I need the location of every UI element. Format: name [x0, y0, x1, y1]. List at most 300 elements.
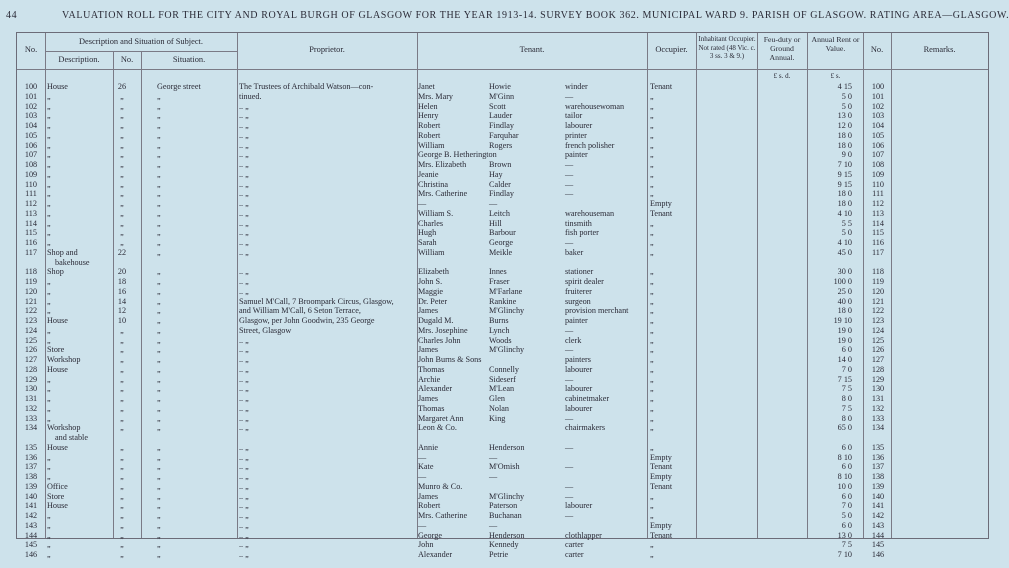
cell-ts: George — [489, 238, 513, 247]
cell-desc: „ — [47, 540, 51, 550]
cell-tt: painter — [565, 150, 588, 160]
cell-rent: 45 0 — [837, 247, 852, 257]
cell-tt: tinsmith — [565, 218, 592, 228]
cell-occ: „ — [650, 160, 654, 169]
cell-tf: Maggie — [418, 286, 444, 296]
cell-rent: 18 0 — [837, 140, 852, 150]
cell-rent: 9 0 — [841, 150, 852, 160]
col-inhabitant: Inhabitant Occupier. Not rated (48 Vic. c. 3 ss. 3 & 9.) — [698, 35, 756, 60]
cell-desc: „ — [47, 413, 51, 423]
cell-prop: .. „ — [239, 335, 249, 345]
cell-num: „ — [120, 121, 124, 130]
cell-ts: M'Omish — [489, 462, 520, 472]
cell-tf: Archie — [418, 374, 441, 384]
cell-rent: 9 15 — [837, 179, 852, 189]
cell-occ: „ — [650, 316, 654, 325]
cell-num: „ — [120, 384, 124, 394]
cell-desc: House — [47, 364, 68, 374]
cell-no2: 100 — [871, 82, 885, 91]
cell-no: 110 — [25, 179, 37, 189]
cell-ts: Buchanan — [489, 511, 522, 520]
cell-sit: „ — [157, 238, 161, 247]
table-row — [17, 453, 988, 463]
cell-occ: „ — [650, 403, 654, 413]
cell-prop: .. „ — [239, 530, 249, 540]
cell-ts: Rogers — [489, 140, 513, 150]
cell-sit: „ — [157, 325, 161, 335]
cell-tt: french polisher — [565, 140, 615, 150]
cell-num: 26 — [117, 82, 127, 91]
cell-tt: winder — [565, 82, 588, 91]
cell-no2: 103 — [871, 111, 885, 121]
cell-occ: Empty — [650, 472, 672, 481]
cell-sit: „ — [157, 140, 161, 150]
cell-sit: „ — [157, 189, 161, 199]
cell-no2: 141 — [871, 501, 885, 511]
cell-prop: .. „ — [239, 384, 249, 394]
cell-occ: „ — [650, 442, 654, 452]
cell-prop: .. „ — [239, 374, 249, 384]
cell-prop: Street, Glasgow — [239, 325, 292, 335]
col-remarks: Remarks. — [923, 45, 956, 54]
cell-occ: Tenant — [650, 208, 673, 218]
cell-tf: Charles John — [418, 335, 461, 345]
cell-num: „ — [120, 169, 124, 179]
cell-no2: 106 — [871, 140, 885, 150]
cell-ts: Petrie — [489, 550, 509, 559]
cell-no2: 137 — [871, 462, 885, 472]
cell-no: 108 — [24, 160, 38, 169]
cell-no2: 112 — [872, 199, 884, 208]
cell-tf: James — [418, 306, 439, 316]
col-no: No. — [24, 45, 38, 54]
cell-desc: „ — [47, 296, 51, 306]
cell-sit: „ — [157, 491, 161, 501]
table-row — [17, 492, 988, 502]
table-row — [17, 121, 988, 131]
cell-desc: „ — [47, 130, 51, 140]
cell-no: 133 — [24, 413, 38, 423]
cell-ts: — — [489, 452, 498, 462]
cell-ts: Farquhar — [489, 130, 519, 140]
cell-prop: .. „ — [239, 472, 249, 481]
cell-sit: „ — [157, 511, 161, 520]
cell-prop: .. „ — [239, 101, 249, 111]
cell-no: 134 — [24, 423, 38, 433]
cell-prop: .. „ — [239, 491, 249, 501]
cell-rent: 4 15 — [837, 82, 852, 91]
cell-sit: „ — [157, 218, 161, 228]
cell-occ: „ — [650, 238, 654, 247]
cell-prop: .. „ — [239, 355, 249, 364]
cell-prop: .. „ — [239, 218, 249, 228]
cell-desc: „ — [47, 228, 51, 238]
cell-no: 137 — [24, 462, 38, 472]
cell-desc: „ — [47, 520, 51, 530]
cell-tf: Hugh — [418, 228, 437, 238]
cell-tt: labourer — [565, 364, 593, 374]
cell-tf: Charles — [418, 218, 444, 228]
table-row — [17, 462, 988, 472]
cell-no2: 123 — [871, 316, 885, 325]
cell-desc: „ — [47, 384, 51, 394]
cell-num: „ — [120, 374, 124, 384]
cell-desc: „ — [47, 550, 51, 559]
cell-rent: 5 0 — [841, 511, 852, 520]
cell-desc: „ — [47, 462, 51, 472]
cell-no: 103 — [24, 111, 38, 121]
cell-ts: Nolan — [489, 403, 510, 413]
cell-tt: — — [565, 325, 574, 335]
cell-num: „ — [120, 140, 124, 150]
cell-no2: 146 — [871, 550, 885, 559]
table-row-continuation — [17, 258, 988, 268]
cell-prop: .. „ — [239, 501, 249, 511]
cell-desc: „ — [47, 306, 51, 316]
cell-tf: Alexander — [418, 550, 453, 559]
cell-num: „ — [120, 325, 124, 335]
cell-prop: .. „ — [239, 403, 249, 413]
cell-tf: Mrs. Catherine — [418, 511, 468, 520]
cell-prop: .. „ — [239, 121, 249, 130]
cell-tf: George B. Hetherington — [418, 150, 497, 160]
cell-num: „ — [120, 442, 124, 452]
cell-prop: .. „ — [239, 199, 249, 208]
cell-num: „ — [120, 540, 124, 550]
cell-tt: labourer — [565, 403, 593, 413]
cell-num: „ — [120, 550, 124, 559]
cell-num: „ — [120, 91, 124, 101]
cell-desc: „ — [47, 121, 51, 130]
cell-num: 14 — [117, 296, 127, 306]
cell-tt: — — [565, 189, 574, 199]
cell-no: 125 — [24, 335, 38, 345]
cell-rent: 7 5 — [841, 540, 852, 550]
cell-tf: William — [418, 247, 445, 257]
cell-sit: „ — [157, 247, 161, 257]
cell-no: 117 — [25, 247, 37, 257]
cell-tf: Mrs. Elizabeth — [418, 160, 467, 169]
cell-no: 119 — [25, 277, 37, 286]
cell-no: 124 — [24, 325, 38, 335]
cell-occ: „ — [650, 355, 654, 364]
cell-rent: 13 0 — [837, 530, 852, 540]
cell-tt: clerk — [565, 335, 582, 345]
table-row — [17, 326, 988, 336]
cell-rent: 14 0 — [837, 355, 852, 364]
cell-tt: chairmakers — [565, 423, 606, 433]
cell-no: 130 — [24, 384, 38, 394]
cell-rent: 6 0 — [841, 491, 852, 501]
cell-no: 143 — [24, 520, 38, 530]
table-row — [17, 501, 988, 511]
cell-prop: .. „ — [239, 150, 249, 160]
table-row — [17, 131, 988, 141]
cell-occ: „ — [650, 189, 654, 199]
cell-prop: .. „ — [239, 520, 249, 530]
cell-rent: 6 0 — [841, 442, 852, 452]
cell-rent: 6 0 — [841, 520, 852, 530]
cell-desc: „ — [47, 169, 51, 179]
cell-prop: .. „ — [239, 228, 249, 238]
cell-no: 145 — [24, 540, 38, 550]
cell-rent: 12 0 — [837, 121, 852, 130]
cell-no: 146 — [24, 550, 38, 559]
cell-occ: „ — [650, 228, 654, 238]
cell-no2: 110 — [872, 179, 884, 189]
cell-sit: „ — [157, 364, 161, 374]
cell-tt: printer — [565, 130, 587, 140]
cell-prop: .. „ — [239, 169, 249, 179]
cell-desc: „ — [47, 208, 51, 218]
cell-sit: „ — [157, 501, 161, 511]
cell-occ: Tenant — [650, 481, 673, 491]
page-number: 44 — [6, 10, 18, 21]
cell-num: „ — [120, 345, 124, 355]
table-row — [17, 160, 988, 170]
cell-occ: „ — [650, 140, 654, 150]
cell-tt: carter — [565, 550, 584, 559]
cell-sit: „ — [157, 160, 161, 169]
cell-no2: 102 — [871, 101, 885, 111]
cell-tf: Mrs. Mary — [418, 91, 454, 101]
cell-tt: stationer — [565, 267, 594, 277]
cell-prop: .. „ — [239, 413, 249, 423]
cell-no2: 127 — [871, 355, 885, 364]
cell-occ: „ — [650, 296, 654, 306]
feu-units: £ s. d. — [773, 72, 791, 80]
cell-rent: 18 0 — [837, 306, 852, 316]
cell-prop: Glasgow, per John Goodwin, 235 George — [239, 316, 375, 325]
cell-desc: „ — [47, 179, 51, 189]
cell-ts: M'Glinchy — [489, 491, 525, 501]
cell-rent: 13 0 — [837, 111, 852, 121]
cell-tf: Janet — [418, 82, 435, 91]
cell-tf: — — [418, 520, 427, 530]
cell-no: 115 — [25, 228, 37, 238]
cell-occ: „ — [650, 169, 654, 179]
cell-sit: „ — [157, 91, 161, 101]
cell-occ: Tenant — [650, 82, 673, 91]
cell-no: 101 — [24, 91, 38, 101]
cell-no2: 105 — [871, 130, 885, 140]
cell-num: „ — [120, 530, 124, 540]
cell-occ: „ — [650, 394, 654, 403]
cell-num: „ — [120, 364, 124, 374]
cell-tf: Annie — [418, 442, 439, 452]
cell-tf: — — [418, 452, 427, 462]
cell-no2: 108 — [871, 160, 885, 169]
cell-occ: Tenant — [650, 462, 673, 472]
table-row — [17, 423, 988, 433]
cell-rent: 18 0 — [837, 189, 852, 199]
cell-prop: .. „ — [239, 189, 249, 199]
cell-num: 20 — [117, 267, 127, 277]
cell-rent: 6 0 — [841, 345, 852, 355]
cell-no: 138 — [24, 472, 38, 481]
cell-prop: .. „ — [239, 462, 249, 472]
cell-num: „ — [120, 403, 124, 413]
cell-num: „ — [120, 491, 124, 501]
cell-prop: .. „ — [239, 550, 249, 559]
cell-ts: Scott — [489, 101, 506, 111]
cell-prop: .. „ — [239, 540, 249, 550]
cell-occ: „ — [650, 111, 654, 121]
cell-no: 144 — [24, 530, 38, 540]
cell-no: 139 — [24, 481, 38, 491]
cell-occ: „ — [650, 491, 654, 501]
cell-no: 116 — [25, 238, 37, 247]
cell-no2: 132 — [871, 403, 885, 413]
cell-ts: Glen — [489, 394, 505, 403]
cell-rent: 7 0 — [841, 501, 852, 511]
cell-sit: „ — [157, 277, 161, 286]
cell-occ: „ — [650, 247, 654, 257]
cell-no: 100 — [24, 82, 38, 91]
cell-sit: „ — [157, 550, 161, 559]
cell-tt: labourer — [565, 501, 593, 511]
table-row — [17, 180, 988, 190]
table-row — [17, 219, 988, 229]
cell-sit: George street — [157, 82, 201, 91]
cell-tf: Jeanie — [418, 169, 439, 179]
cell-tf: John Burns & Sons — [418, 355, 482, 364]
cell-tf: George — [418, 530, 442, 540]
cell-prop: .. „ — [239, 452, 249, 462]
cell-no2: 139 — [871, 481, 885, 491]
cell-sit: „ — [157, 316, 161, 325]
cell-rent: 30 0 — [837, 267, 852, 277]
cell-ts: Barbour — [489, 228, 516, 238]
cell-rent: 9 15 — [837, 169, 852, 179]
cell-occ: „ — [650, 101, 654, 111]
cell-rent: 7 5 — [841, 384, 852, 394]
cell-ts: M'Glinchy — [489, 306, 525, 316]
cell-rent: 5 5 — [841, 218, 852, 228]
cell-tf: Elizabeth — [418, 267, 449, 277]
cell-num: „ — [120, 394, 124, 403]
cell-no: 140 — [24, 491, 38, 501]
cell-no2: 120 — [871, 286, 885, 296]
table-row — [17, 228, 988, 238]
cell-no2: 107 — [871, 150, 885, 160]
cell-ts: — — [489, 472, 498, 481]
cell-rent: 8 10 — [837, 452, 852, 462]
cell-no2: 104 — [871, 121, 885, 130]
valuation-table — [16, 32, 989, 559]
cell-ts: Hill — [489, 218, 502, 228]
cell-no2: 114 — [872, 218, 884, 228]
cell-ts: Connelly — [489, 364, 520, 374]
cell-tf: Munro & Co. — [418, 481, 463, 491]
cell-num: „ — [120, 335, 124, 345]
cell-no2: 119 — [872, 277, 884, 286]
cell-ts: Henderson — [489, 530, 525, 540]
cell-prop: Samuel M'Call, 7 Broompark Circus, Glasgow, — [239, 296, 394, 306]
cell-occ: „ — [650, 286, 654, 296]
cell-occ: Empty — [650, 520, 672, 530]
cell-rent: 7 15 — [837, 374, 852, 384]
cell-num: „ — [120, 160, 124, 169]
cell-tt: painter — [565, 316, 588, 325]
cell-tt: — — [565, 442, 574, 452]
cell-num: „ — [120, 208, 124, 218]
table-row — [17, 111, 988, 121]
cell-num: „ — [120, 228, 124, 238]
cell-ts: Fraser — [489, 277, 510, 286]
table-row — [17, 511, 988, 521]
cell-prop: .. „ — [239, 364, 249, 374]
cell-sit: „ — [157, 442, 161, 452]
col-rent: Annual Rent or Value. — [811, 35, 860, 53]
cell-desc: „ — [47, 511, 51, 520]
cell-tt: spirit dealer — [565, 277, 604, 286]
cell-sit: „ — [157, 345, 161, 355]
cell-ts: Calder — [489, 179, 511, 189]
cell-desc: Workshop — [47, 423, 81, 433]
cell-tf: James — [418, 491, 439, 501]
table-row — [17, 550, 988, 560]
cell-sit: „ — [157, 413, 161, 423]
cell-tf: Alexander — [418, 384, 453, 394]
cell-tt: fish porter — [565, 228, 599, 238]
cell-occ: Empty — [650, 199, 672, 208]
cell-no2: 111 — [872, 189, 884, 199]
cell-prop: .. „ — [239, 160, 249, 169]
cell-ts: M'Glinchy — [489, 345, 525, 355]
table-row — [17, 531, 988, 541]
cell-desc: „ — [47, 530, 51, 540]
cell-no: 113 — [25, 208, 37, 218]
cell-ts: Henderson — [489, 442, 525, 452]
cell-ts: Lynch — [489, 325, 510, 335]
cell-ts: — — [489, 520, 498, 530]
cell-tt: — — [565, 413, 574, 423]
table-row — [17, 297, 988, 307]
cell-occ: „ — [650, 325, 654, 335]
cell-ts: Findlay — [489, 189, 515, 199]
cell-tt: — — [565, 345, 574, 355]
table-row — [17, 472, 988, 482]
cell-sit: „ — [157, 462, 161, 472]
cell-ts: Paterson — [489, 501, 518, 511]
cell-no: 129 — [24, 374, 38, 384]
cell-occ: „ — [650, 130, 654, 140]
cell-no: 136 — [24, 452, 38, 462]
cell-prop: .. „ — [239, 247, 249, 257]
cell-num: „ — [120, 520, 124, 530]
cell-prop: .. „ — [239, 481, 249, 491]
table-row — [17, 316, 988, 326]
table-row — [17, 238, 988, 248]
cell-occ: „ — [650, 423, 654, 433]
cell-tt: — — [565, 511, 574, 520]
cell-ts: Meikle — [489, 247, 513, 257]
cell-rent: 5 0 — [841, 101, 852, 111]
cell-desc: Store — [47, 491, 65, 501]
cell-desc: „ — [47, 335, 51, 345]
cell-sit: „ — [157, 306, 161, 316]
cell-sit: „ — [157, 101, 161, 111]
cell-tt: — — [565, 238, 574, 247]
cell-tf: Leon & Co. — [418, 423, 457, 433]
cell-tf: Robert — [418, 121, 441, 130]
cell-num: 22 — [117, 247, 127, 257]
cell-sit: „ — [157, 423, 161, 433]
cell-tf: Margaret Ann — [418, 413, 464, 423]
cell-ts: Kennedy — [489, 540, 519, 550]
cell-sit: „ — [157, 394, 161, 403]
